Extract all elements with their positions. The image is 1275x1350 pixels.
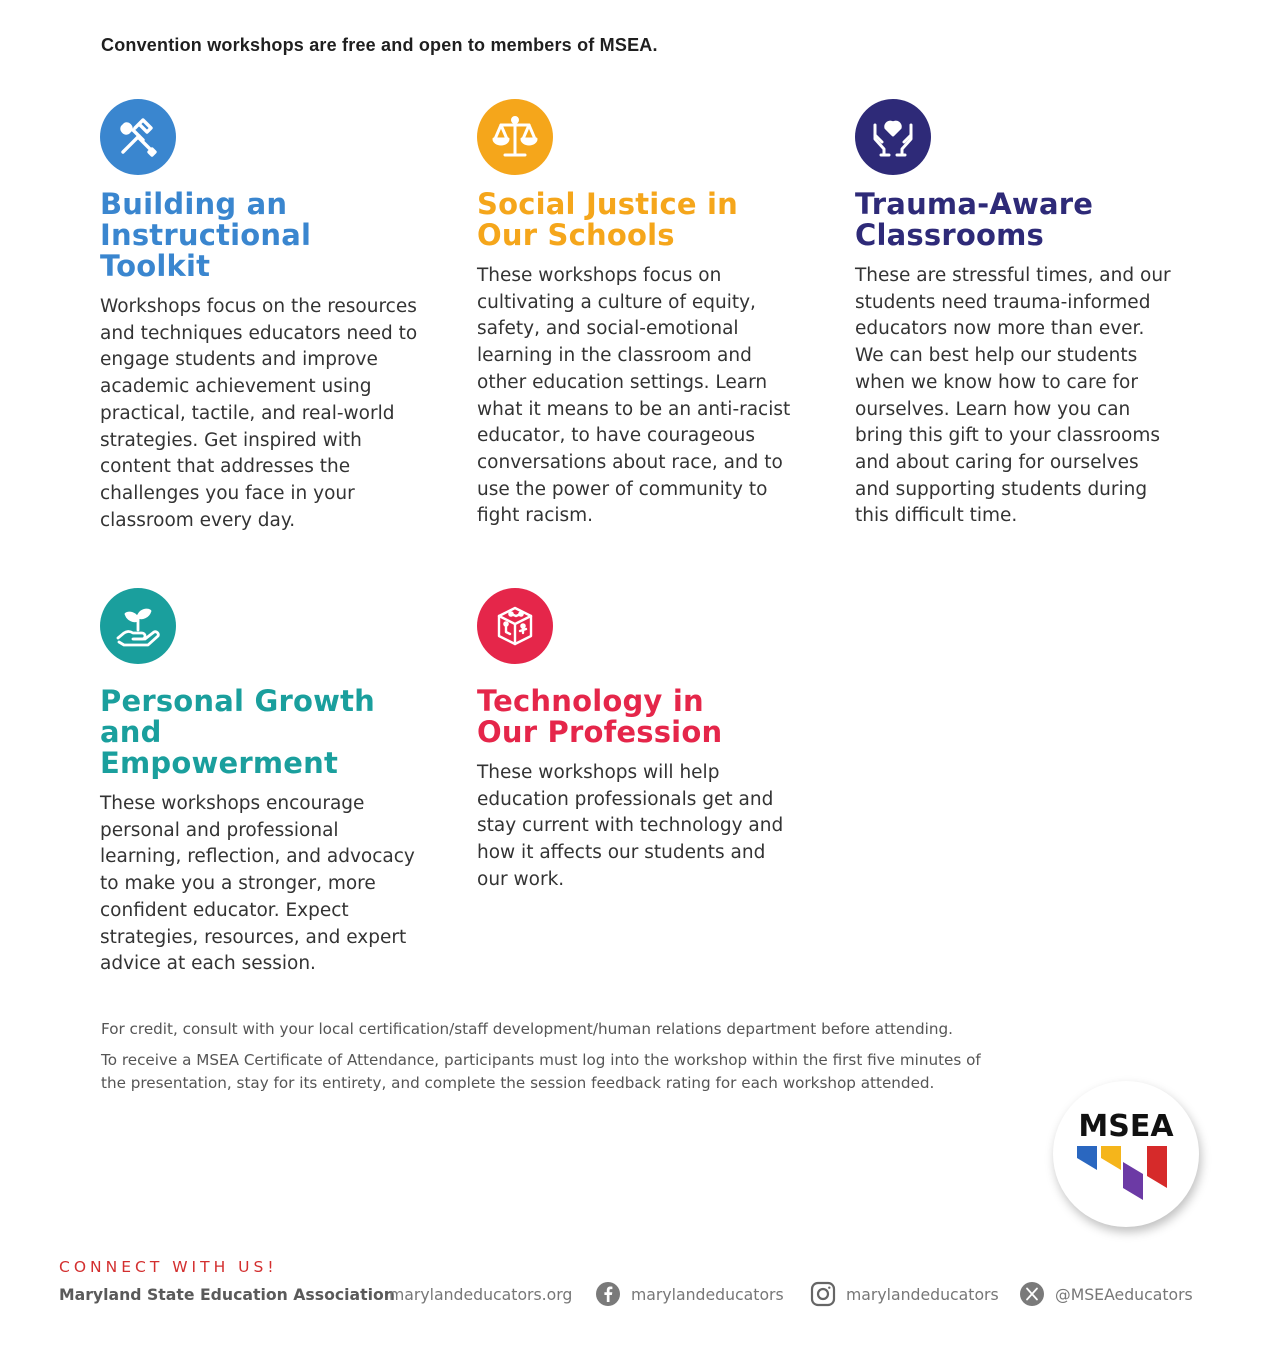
scales-icon xyxy=(477,99,553,175)
track-title-line2: Instructional Toolkit xyxy=(100,218,312,283)
track-title-line1: Building an xyxy=(100,187,288,221)
x-handle: @MSEAeducators xyxy=(1055,1284,1193,1304)
track-title xyxy=(855,189,1173,251)
track-personal-growth xyxy=(100,588,420,978)
track-title-line1: Trauma-Aware xyxy=(855,187,1094,221)
logo-wordmark: MSEA xyxy=(1078,1109,1174,1144)
track-title-line1: Technology in xyxy=(477,684,704,718)
x-icon xyxy=(1019,1281,1045,1307)
seedling-hand-icon xyxy=(100,588,176,664)
x-link[interactable] xyxy=(1019,1280,1193,1308)
track-social-justice xyxy=(477,99,795,530)
track-description: Workshops focus on the resources and techniques educators need to engage students and improve academic achievement using practical, tactile, and real-world strategies. Get inspired with content that addresses the challenges you face in your classroom every day. xyxy=(100,296,418,531)
instagram-handle: marylandeducators xyxy=(846,1284,999,1304)
footer-contacts xyxy=(59,1280,1219,1310)
track-title-line1: Social Justice in xyxy=(477,187,738,221)
circuit-cube-icon xyxy=(477,588,553,664)
track-description: These are stressful times, and our students need trauma-informed educators now more than ever. We can best help our students when we know how to care for ourselves. Learn how you can bring this gift to your classrooms and about caring for ourselves and supporting students during this difficult time. xyxy=(855,265,1171,527)
org-name: Maryland State Education Association xyxy=(59,1284,395,1304)
track-title-line1: Personal Growth and xyxy=(100,684,375,749)
track-description: These workshops will help education professionals get and stay current with technology and how it affects our students and our work. xyxy=(477,762,784,890)
track-title xyxy=(477,189,795,251)
facebook-icon xyxy=(595,1281,621,1307)
certificate-note: To receive a MSEA Certificate of Attendance, participants must log into the workshop within the first five minutes of the presentation, stay for its entirety, and complete the session feedback rating for each workshop attended. xyxy=(101,1051,981,1092)
connect-heading: CONNECT WITH US! xyxy=(59,1258,278,1276)
track-technology xyxy=(477,588,795,894)
track-instructional-toolkit xyxy=(100,99,430,534)
track-title xyxy=(100,686,420,779)
website-link[interactable]: marylandeducators.org xyxy=(389,1284,573,1304)
msea-logo xyxy=(1053,1081,1199,1227)
track-description: These workshops focus on cultivating a culture of equity, safety, and social-emotional learning in the classroom and other education settings. Learn what it means to be an anti-racist educator, to have courageous conversations about race, and to use the power of community to fight racism. xyxy=(477,265,791,527)
attendance-notes xyxy=(101,1018,1001,1103)
credit-note: For credit, consult with your local certification/staff development/human relations department before attending. xyxy=(101,1020,953,1038)
tools-icon xyxy=(100,99,176,175)
hands-heart-icon xyxy=(855,99,931,175)
instagram-link[interactable] xyxy=(810,1280,999,1308)
facebook-link[interactable] xyxy=(595,1280,784,1308)
track-title-line2: Our Profession xyxy=(477,715,723,749)
track-title xyxy=(477,686,795,748)
track-title-line2: Empowerment xyxy=(100,746,339,780)
logo-ribbons-icon xyxy=(1077,1145,1177,1209)
facebook-handle: marylandeducators xyxy=(631,1284,784,1304)
track-title-line2: Our Schools xyxy=(477,218,675,252)
intro-text: Convention workshops are free and open to members of MSEA. xyxy=(101,35,658,55)
track-title xyxy=(100,189,430,282)
track-trauma-aware xyxy=(855,99,1173,530)
track-title-line2: Classrooms xyxy=(855,218,1044,252)
instagram-icon xyxy=(810,1281,836,1307)
track-description: These workshops encourage personal and professional learning, reflection, and advocacy to make you a stronger, more confident educator. Expect strategies, resources, and expert advice at each session. xyxy=(100,793,415,975)
